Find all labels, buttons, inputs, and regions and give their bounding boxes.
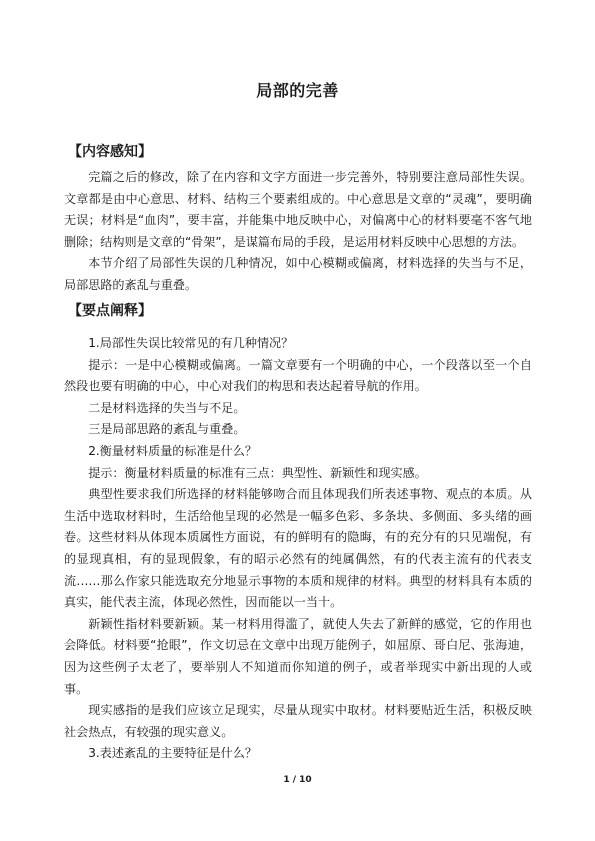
paragraph: 二是材料选择的失当与不足。 [88, 400, 246, 415]
question-2: 2.衡量材料质量的标准是什么？ [88, 443, 257, 458]
question-1: 1.局部性失误比较常见的有几种情况？ [88, 336, 294, 350]
paragraph: 典型性要求我们所选择的材料能够吻合而且体现我们所表述事物、观点的本质。从生活中选取材料时，生活给他呈现的必然是一幅多色彩、多条块、多侧面、多头绪的画卷。这些材料从体现本质属性方面说，有的鲜明有的隐晦，有的充分有的只见端倪，有的显现真相，有的显现假象，有的昭示必然有的纯属偶然，有的代表主流有的代表支流……那么作家只能选取充分地显示事物的本质和规律的材料。典型的材料具有本质的真实，能代表主流，体现必然性，因而能以一当十。 [64, 487, 532, 610]
paragraph: 现实感指的是我们应该立足现实，尽量从现实中取材。材料要贴近生活，积极反映社会热点，有较强的现实意义。 [64, 703, 532, 739]
page-number: 1 / 10 [283, 775, 312, 785]
paragraph: 提示：一是中心模糊或偏离。一篇文章要有一个明确的中心，一个段落以至一个自然段也要有明确的中心，中心对我们的构思和表达起着导航的作用。 [64, 357, 532, 394]
section-heading-key-points: 【要点阐释】 [68, 303, 152, 319]
content-perception-body [64, 167, 532, 297]
paragraph: 新颖性指材料要新颖。某一材料用得滥了，就使人失去了新鲜的感觉，它的作用也会降低。材料要“抢眼”，作文切忌在文章中出现万能例子，如屈原、哥白尼、张海迪，因为这些例子太老了，要举别人不知道而你知道的例子，或者举现实中新出现的人或事。 [64, 616, 532, 696]
page-title: 局部的完善 [256, 81, 339, 100]
paragraph: 完篇之后的修改，除了在内容和文字方面进一步完善外，特别要注意局部性失误。文章都是由中心意思、材料、结构三个要素组成的。中心意思是文章的“灵魂”，要明确无误；材料是“血肉”，要丰富，并能集中地反映中心，对偏离中心的材料要毫不客气地删除；结构则是文章的“骨架”，是谋篇布局的手段，是运用材料反映中心思想的方法。 [64, 170, 532, 249]
paragraph: 提示：衡量材料质量的标准有三点：典型性、新颖性和现实感。 [88, 465, 427, 480]
paragraph: 三是局部思路的紊乱与重叠。 [88, 422, 246, 437]
question-3: 3.表述紊乱的主要特征是什么？ [88, 746, 257, 761]
key-points-body [64, 333, 532, 765]
paragraph: 本节介绍了局部性失误的几种情况，如中心模糊或偏离，材料选择的失当与不足，局部思路的紊乱与重叠。 [64, 256, 532, 292]
section-heading-content-perception: 【内容感知】 [68, 144, 152, 160]
